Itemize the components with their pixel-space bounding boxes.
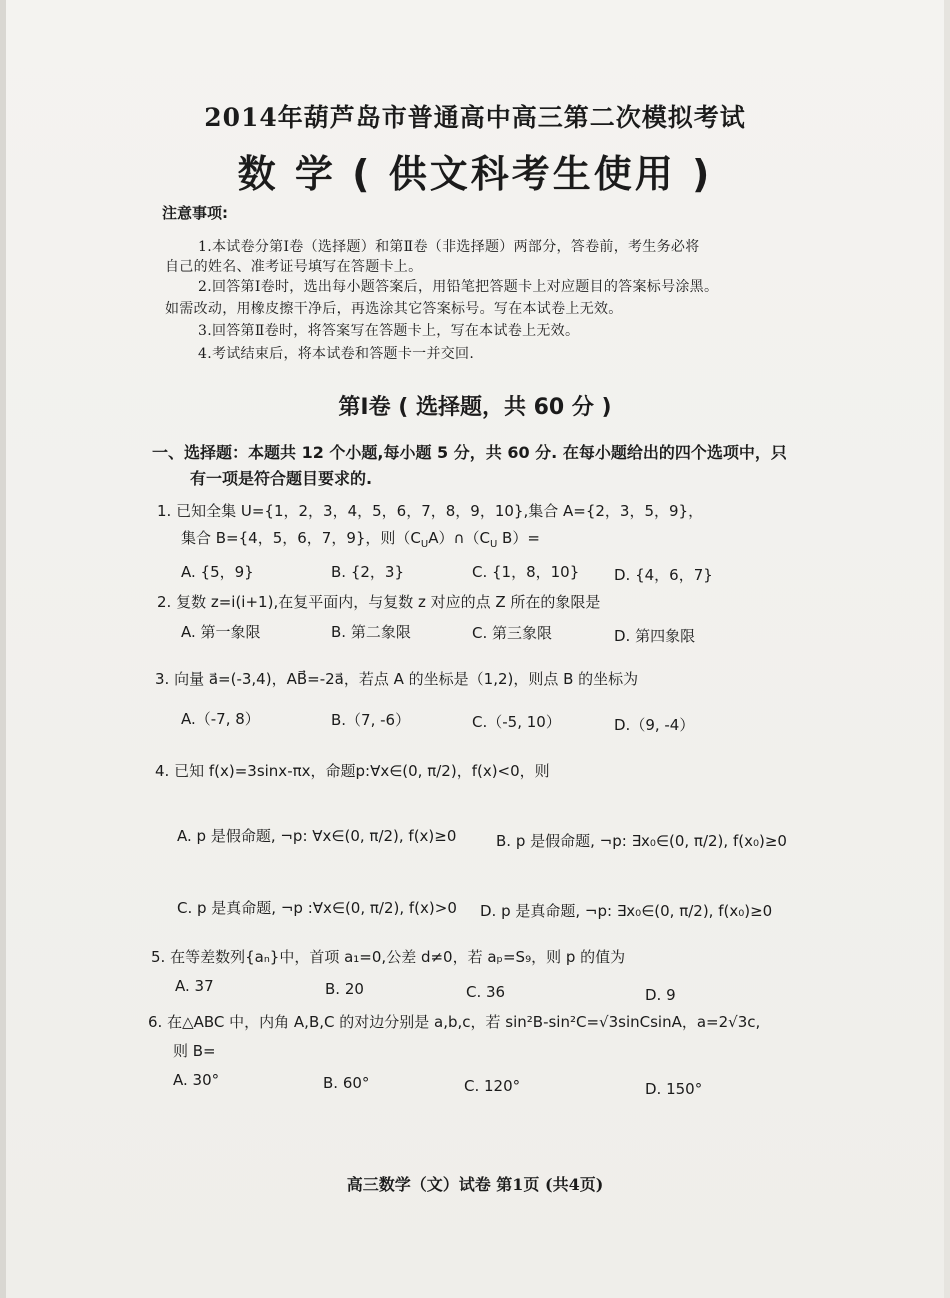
question-6-option-a: A. 30° xyxy=(173,1071,220,1089)
question-6-stem-cont: 则 B= xyxy=(173,1042,216,1060)
question-6-option-c: C. 120° xyxy=(464,1077,521,1095)
question-5-option-a: A. 37 xyxy=(175,977,214,995)
question-5-option-d: D. 9 xyxy=(645,986,676,1004)
part-heading-cont: 有一项是符合题目要求的. xyxy=(190,469,373,488)
question-2-option-c: C. 第三象限 xyxy=(472,624,553,642)
question-4-option-c: C. p 是真命题, ¬p :∀x∈(0, π/2), f(x)>0 xyxy=(177,899,457,917)
question-6-option-d: D. 150° xyxy=(645,1080,703,1098)
question-1-stem: 1. 已知全集 U={1，2，3，4，5，6，7，8，9，10},集合 A={2，3，5，9}， xyxy=(157,502,704,520)
question-1-stem2-mid: A）∩（C xyxy=(428,529,490,547)
question-2-stem: 2. 复数 z=i(i+1),在复平面内，与复数 z 对应的点 Z 所在的象限是 xyxy=(157,593,601,611)
question-1-stem-cont xyxy=(181,527,540,550)
question-3-stem: 3. 向量 a⃗=(-3,4)，AB⃗=-2a⃗，若点 A 的坐标是（1,2)，则点 B 的坐标为 xyxy=(155,670,639,688)
question-2-option-d: D. 第四象限 xyxy=(614,627,696,645)
question-6-stem: 6. 在△ABC 中，内角 A,B,C 的对边分别是 a,b,c，若 sin²B-sin²C=√3sinCsinA，a=2√3c, xyxy=(148,1013,761,1031)
question-3-option-b: B.（7, -6） xyxy=(331,711,411,729)
notice-line: 如需改动，用橡皮擦干净后，再选涂其它答案标号。写在本试卷上无效。 xyxy=(165,301,623,317)
notice-line: 1.本试卷分第Ⅰ卷（选择题）和第Ⅱ卷（非选择题）两部分，答卷前，考生务必将 xyxy=(198,239,700,255)
exam-title: 2014年葫芦岛市普通高中高三第二次模拟考试 xyxy=(204,103,746,132)
question-1-option-d: D. {4，6，7} xyxy=(614,566,713,584)
exam-subtitle: 数 学 ( 供文科考生使用 ) xyxy=(237,152,713,196)
question-4-option-a: A. p 是假命题, ¬p: ∀x∈(0, π/2), f(x)≥0 xyxy=(177,827,457,845)
question-3-option-c: C.（-5, 10） xyxy=(472,713,561,731)
question-3-option-a: A.（-7, 8） xyxy=(181,710,260,728)
question-5-stem: 5. 在等差数列{aₙ}中，首项 a₁=0,公差 d≠0，若 aₚ=S₉，则 p 的值为 xyxy=(151,948,626,966)
question-1-option-b: B. {2，3} xyxy=(331,563,405,581)
question-1-sub-u: U xyxy=(420,539,429,550)
question-5-option-b: B. 20 xyxy=(325,980,364,998)
section-title: 第Ⅰ卷 ( 选择题，共 60 分 ) xyxy=(338,395,612,420)
question-1-sub-u2: U xyxy=(489,539,498,550)
question-2-option-a: A. 第一象限 xyxy=(181,623,261,641)
question-1-stem2-end: B）= xyxy=(497,529,540,547)
question-1-option-a: A. {5，9} xyxy=(181,563,254,581)
question-4-option-d: D. p 是真命题, ¬p: ∃x₀∈(0, π/2), f(x₀)≥0 xyxy=(480,902,773,920)
question-4-option-b: B. p 是假命题, ¬p: ∃x₀∈(0, π/2), f(x₀)≥0 xyxy=(496,832,787,850)
notice-line: 自己的姓名、准考证号填写在答题卡上。 xyxy=(165,259,423,275)
question-4-stem: 4. 已知 f(x)=3sinx-πx，命题p:∀x∈(0, π/2)，f(x)<0，则 xyxy=(155,762,550,780)
question-3-option-d: D.（9, -4） xyxy=(614,716,695,734)
question-1-stem2: 集合 B={4，5，6，7，9}，则（C xyxy=(181,529,421,547)
question-5-option-c: C. 36 xyxy=(466,983,506,1001)
notice-line: 2.回答第Ⅰ卷时，选出每小题答案后，用铅笔把答题卡上对应题目的答案标号涂黑。 xyxy=(198,279,719,295)
page-footer: 高三数学（文）试卷 第1页 (共4页) xyxy=(346,1175,604,1194)
notice-line: 4.考试结束后，将本试卷和答题卡一并交回. xyxy=(198,346,475,362)
question-1-option-c: C. {1，8，10} xyxy=(472,563,580,581)
notice-line: 3.回答第Ⅱ卷时，将答案写在答题卡上，写在本试卷上无效。 xyxy=(198,323,580,339)
question-2-option-b: B. 第二象限 xyxy=(331,623,411,641)
question-6-option-b: B. 60° xyxy=(323,1074,370,1092)
notice-heading: 注意事项: xyxy=(162,204,228,222)
part-heading: 一、选择题：本题共 12 个小题,每小题 5 分，共 60 分. 在每小题给出的四个选项中，只 xyxy=(152,443,787,462)
